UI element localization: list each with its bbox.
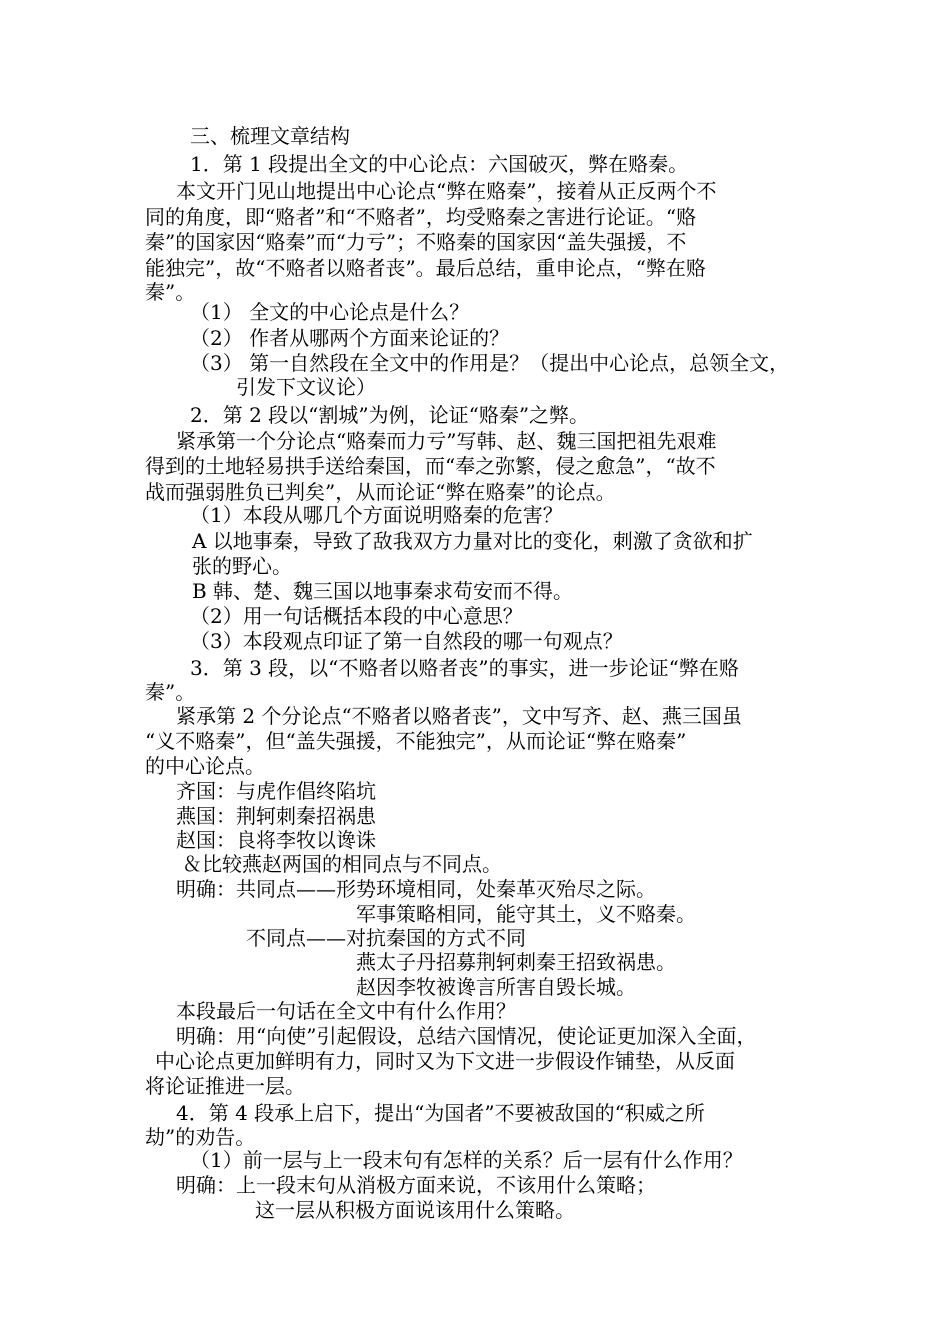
question-item: （1） 全文的中心论点是什么？ <box>190 300 470 324</box>
answer-item: B 韩、楚、魏三国以地事秦求苟安而不得。 <box>192 579 574 603</box>
question-item: （3）本段观点印证了第一自然段的哪一句观点？ <box>190 629 623 653</box>
question-item: 本段最后一句话在全文中有什么作用？ <box>176 999 516 1023</box>
answer-item-continued: 张的野心。 <box>192 554 292 578</box>
point-4-heading: 4．第 4 段承上启下，提出“为国者”不要被敌国的“积威之所 <box>176 1101 705 1125</box>
question-item: （1）前一层与上一段末句有怎样的关系？后一层有什么作用？ <box>190 1148 743 1172</box>
point-2-heading: 2．第 2 段以“割城”为例，论证“赂秦”之弊。 <box>190 403 590 427</box>
question-item: （1）本段从哪几个方面说明赂秦的危害？ <box>190 503 563 527</box>
answer-line: 中心论点更加鲜明有力，同时又为下文进一步假设作铺垫，从反面 <box>155 1049 735 1073</box>
answer-line: 不同点——对抗秦国的方式不同 <box>246 926 526 950</box>
paragraph-line: 紧承第一个分论点“赂秦而力亏”写韩、赵、魏三国把祖先艰难 <box>176 429 717 453</box>
question-item: （2） 作者从哪两个方面来论证的？ <box>190 326 510 350</box>
paragraph-line: 得到的土地轻易拱手送给秦国，而“奉之弥繁，侵之愈急”，“故不 <box>145 454 716 478</box>
list-item: 燕国：荆轲刺秦招祸患 <box>176 804 376 828</box>
paragraph-line: 紧承第 2 个分论点“不赂者以赂者丧”，文中写齐、赵、燕三国虽 <box>176 704 742 728</box>
answer-line: 燕太子丹招募荆轲刺秦王招致祸患。 <box>356 950 676 974</box>
answer-line: 明确：共同点——形势环境相同，处秦革灭殆尽之际。 <box>176 877 656 901</box>
point-3-heading: 3．第 3 段，以“不赂者以赂者丧”的事实，进一步论证“弊在赂 <box>190 656 739 680</box>
question-item: （3） 第一自然段在全文中的作用是？（提出中心论点，总领全文， <box>190 351 790 375</box>
question-item-continued: 引发下文议论） <box>236 375 376 399</box>
paragraph-line: 的中心论点。 <box>145 754 265 778</box>
paragraph-line: 能独完”，故“不赂者以赂者丧”。最后总结，重申论点，“弊在赂 <box>145 256 706 280</box>
answer-line: 将论证推进一层。 <box>145 1074 305 1098</box>
paragraph-line: “义不赂秦”，但“盖失强援，不能独完”，从而论证“弊在赂秦” <box>145 729 687 753</box>
section-heading: 三、梳理文章结构 <box>190 124 350 148</box>
paragraph-line: 秦”的国家因“赂秦”而“力亏”；不赂秦的国家因“盖失强援，不 <box>145 230 687 254</box>
paragraph-line: 本文开门见山地提出中心论点“弊在赂秦”，接着从正反两个不 <box>176 179 717 203</box>
answer-line: 军事策略相同，能守其土，义不赂秦。 <box>356 902 696 926</box>
answer-line: 这一层从积极方面说该用什么策略。 <box>255 1198 575 1222</box>
comparison-prompt: ＆比较燕赵两国的相同点与不同点。 <box>182 852 502 876</box>
point-1-heading: 1．第 1 段提出全文的中心论点：六国破灭，弊在赂秦。 <box>190 152 689 176</box>
paragraph-line: 秦”。 <box>145 680 196 704</box>
answer-line: 明确：上一段末句从消极方面来说，不该用什么策略； <box>176 1173 656 1197</box>
list-item: 赵国：良将李牧以谗诛 <box>176 828 376 852</box>
answer-item: A 以地事秦，导致了敌我双方力量对比的变化，刺激了贪欲和扩 <box>192 529 753 553</box>
question-item: （2）用一句话概括本段的中心意思？ <box>190 604 523 628</box>
paragraph-line: 秦”。 <box>145 280 196 304</box>
list-item: 齐国：与虎作倡终陷坑 <box>176 779 376 803</box>
answer-line: 赵因李牧被谗言所害自毁长城。 <box>356 975 636 999</box>
paragraph-line: 战而强弱胜负已判矣”，从而论证“弊在赂秦”的论点。 <box>145 480 616 504</box>
paragraph-line: 劫”的劝告。 <box>145 1125 256 1149</box>
answer-line: 明确：用“向使”引起假设，总结六国情况，使论证更加深入全面， <box>176 1024 757 1048</box>
paragraph-line: 同的角度，即“赂者”和“不赂者”，均受赂秦之害进行论证。“赂 <box>145 205 697 229</box>
